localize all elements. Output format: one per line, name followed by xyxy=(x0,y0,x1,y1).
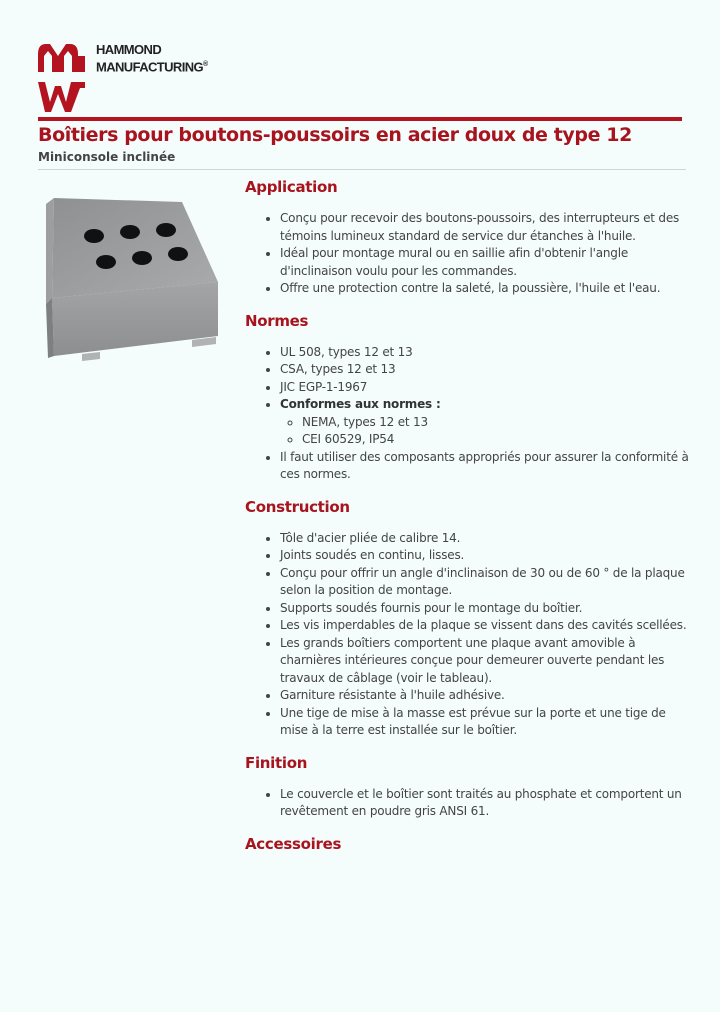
logo-line-1: HAMMOND xyxy=(96,42,162,57)
section-heading-construction: Construction xyxy=(245,497,350,516)
list-item-conformes xyxy=(280,396,690,449)
list-item: • UL 508, types 12 et 13 xyxy=(280,344,690,362)
application-list xyxy=(245,210,690,298)
list-item: • Conçu pour recevoir des boutons-poussoirs, des interrupteurs et des témoins lumineux standard de service dur étanches à l'huile. xyxy=(280,210,690,245)
page-subtitle: Miniconsole inclinée xyxy=(38,150,176,164)
section-heading-application: Application xyxy=(245,178,338,196)
content-column xyxy=(245,178,690,867)
list-item: • Une tige de mise à la masse est prévue sur la porte et une tige de mise à la terre est installée sur le boîtier. xyxy=(280,705,690,740)
list-item: • Idéal pour montage mural ou en saillie afin d'obtenir l'angle d'inclinaison voulu pour les commandes. xyxy=(280,245,690,280)
list-item: • JIC EGP-1-1967 xyxy=(280,379,690,397)
sublist-item: ◦ NEMA, types 12 et 13 xyxy=(302,414,690,432)
list-item: • CSA, types 12 et 13 xyxy=(280,361,690,379)
list-item: • Tôle d'acier pliée de calibre 14. xyxy=(280,530,690,548)
finition-list xyxy=(245,786,690,821)
list-item: • Supports soudés fournis pour le montage du boîtier. xyxy=(280,600,690,618)
logo-wordmark xyxy=(96,42,208,74)
conformes-sublist xyxy=(280,414,690,449)
page-title: Boîtiers pour boutons-poussoirs en acier doux de type 12 xyxy=(38,124,632,146)
hammond-logo-mark-icon xyxy=(38,42,88,112)
list-item: • Conçu pour offrir un angle d'inclinaison de 30 ou de 60 ° de la plaque selon la position de montage. xyxy=(280,565,690,600)
product-image xyxy=(42,196,226,364)
hammond-logo[interactable] xyxy=(38,42,228,114)
list-item: • Les grands boîtiers comportent une plaque avant amovible à charnières intérieures conçue pour demeurer ouverte pendant les travaux de câblage (voir le tableau). xyxy=(280,635,690,688)
section-heading-normes: Normes xyxy=(245,311,309,330)
list-item: • Joints soudés en continu, lisses. xyxy=(280,547,690,565)
list-item: • Il faut utiliser des composants appropriés pour assurer la conformité à ces normes. xyxy=(280,449,690,484)
list-item: • Le couvercle et le boîtier sont traités au phosphate et comportent un revêtement en poudre gris ANSI 61. xyxy=(280,786,690,821)
list-item: • Les vis imperdables de la plaque se vissent dans des cavités scellées. xyxy=(280,617,690,635)
section-heading-finition: Finition xyxy=(245,753,308,772)
title-divider xyxy=(38,169,686,170)
list-item: • Garniture résistante à l'huile adhésive. xyxy=(280,687,690,705)
list-item: • Offre une protection contre la saleté, la poussière, l'huile et l'eau. xyxy=(280,280,690,298)
header-rule xyxy=(38,117,682,121)
sublist-item: ◦ CEI 60529, IP54 xyxy=(302,431,690,449)
normes-list xyxy=(245,344,690,484)
conformes-label: Conformes aux normes : xyxy=(280,397,441,411)
logo-line-2: MANUFACTURING® xyxy=(96,59,208,75)
section-heading-accessoires: Accessoires xyxy=(245,834,342,853)
construction-list xyxy=(245,530,690,740)
